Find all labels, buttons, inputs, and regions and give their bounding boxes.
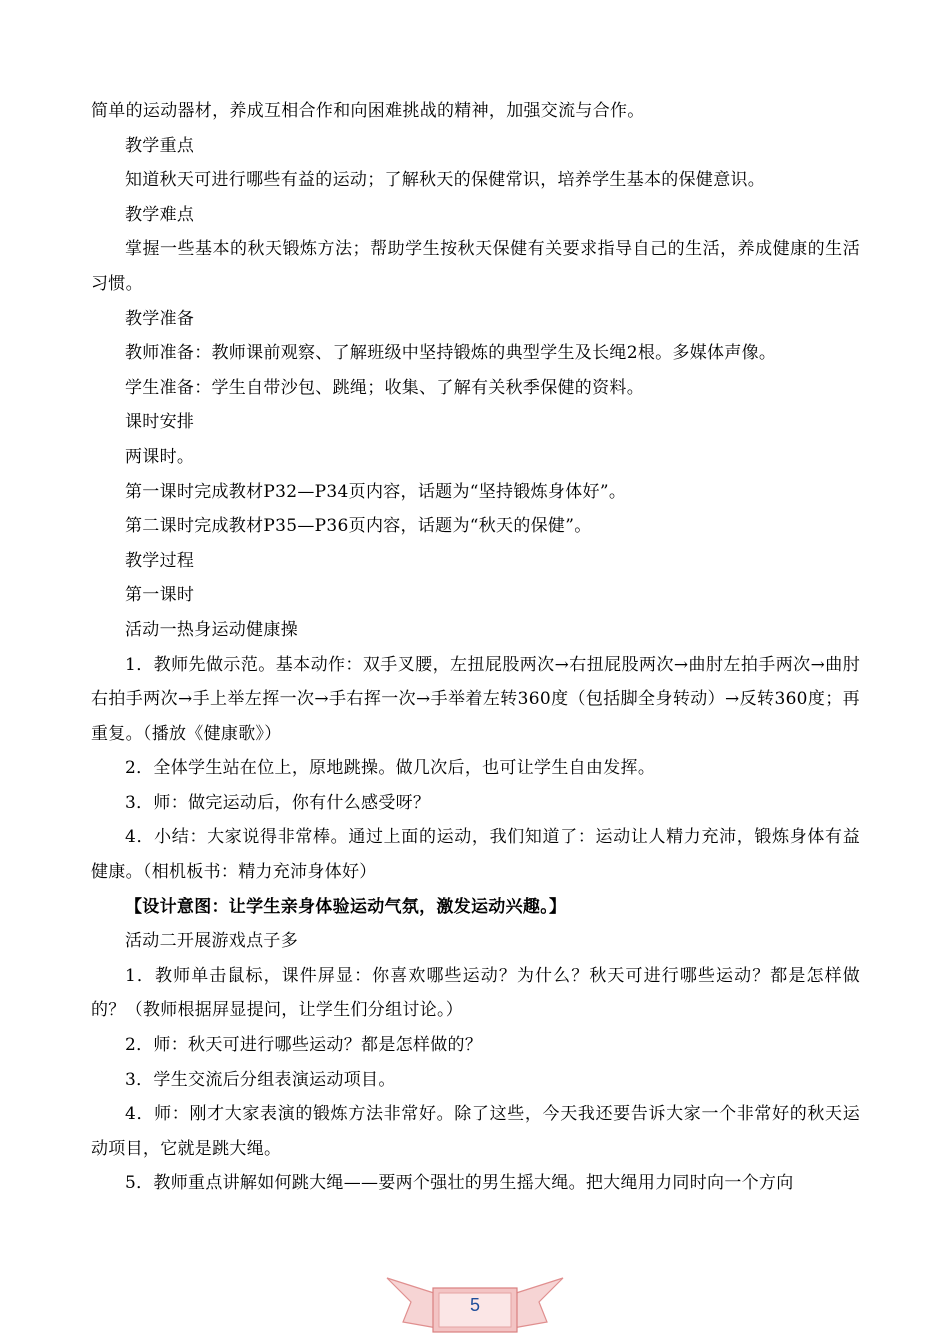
paragraph-lesson-two-scope: 第二课时完成教材P35—P36页内容，话题为“秋天的保健”。: [125, 516, 592, 537]
heading-schedule: 课时安排: [125, 412, 195, 433]
paragraph-student-preparation: 学生准备：学生自带沙包、跳绳；收集、了解有关秋季保健的资料。: [125, 377, 644, 398]
paragraph-design-intent: 【设计意图：让学生亲身体验运动气氛，激发运动兴趣。】: [125, 896, 567, 917]
page-number: 5: [469, 1295, 480, 1315]
document-body: [91, 94, 860, 1201]
heading-activity-two: 活动二开展游戏点子多: [125, 931, 298, 952]
heading-difficulties: 教学难点: [125, 204, 195, 225]
heading-preparation: 教学准备: [125, 308, 195, 329]
paragraph-activity-two-step-1: 1．教师单击鼠标，课件屏显：你喜欢哪些运动？为什么？秋天可进行哪些运动？都是怎样做的？（教师根据屏显提问，让学生们分组讨论。）: [91, 965, 860, 1021]
paragraph-schedule-count: 两课时。: [125, 446, 195, 467]
paragraph-teacher-preparation: 教师准备：教师课前观察、了解班级中坚持锻炼的典型学生及长绳2根。多媒体声像。: [125, 343, 777, 364]
paragraph-difficulties: 掌握一些基本的秋天锻炼方法；帮助学生按秋天保健有关要求指导自己的生活，养成健康的生活习惯。: [91, 239, 860, 294]
paragraph-activity-one-step-4: 4．小结：大家说得非常棒。通过上面的运动，我们知道了：运动让人精力充沛，锻炼身体有益健康。（相机板书：精力充沛身体好）: [91, 827, 860, 883]
heading-lesson-one: 第一课时: [125, 585, 195, 606]
paragraph-lesson-one-scope: 第一课时完成教材P32—P34页内容，话题为“坚持锻炼身体好”。: [125, 481, 627, 502]
heading-activity-one: 活动一热身运动健康操: [125, 619, 298, 640]
paragraph-key-points: 知道秋天可进行哪些有益的运动；了解秋天的保健常识，培养学生基本的保健意识。: [125, 170, 766, 191]
heading-key-points: 教学重点: [125, 135, 195, 156]
paragraph-activity-one-step-1: 1．教师先做示范。基本动作：双手叉腰，左扭屁股两次→右扭屁股两次→曲肘左拍手两次→曲肘右拍手两次→手上举左挥一次→手右挥一次→手举着左转360度（包括脚全身转动）→反转360度；再重复。（播放《健康歌》）: [91, 654, 860, 744]
paragraph-activity-two-step-3: 3．学生交流后分组表演运动项目。: [125, 1069, 396, 1090]
paragraph-activity-two-step-4: 4．师：刚才大家表演的锻炼方法非常好。除了这些，今天我还要告诉大家一个非常好的秋天运动项目，它就是跳大绳。: [91, 1104, 860, 1159]
page-footer: [385, 1272, 565, 1334]
paragraph-continuation: 简单的运动器材，养成互相合作和向困难挑战的精神，加强交流与合作。: [91, 101, 645, 121]
paragraph-activity-one-step-2: 2．全体学生站在位上，原地跳操。做几次后，也可让学生自由发挥。: [125, 758, 656, 779]
paragraph-activity-two-step-5: 5．教师重点讲解如何跳大绳——要两个强壮的男生摇大绳。把大绳用力同时向一个方向: [125, 1173, 794, 1194]
paragraph-activity-two-step-2: 2．师：秋天可进行哪些运动？都是怎样做的？: [125, 1035, 483, 1056]
heading-process: 教学过程: [125, 550, 195, 571]
paragraph-activity-one-step-3: 3．师：做完运动后，你有什么感受呀？: [125, 792, 431, 813]
